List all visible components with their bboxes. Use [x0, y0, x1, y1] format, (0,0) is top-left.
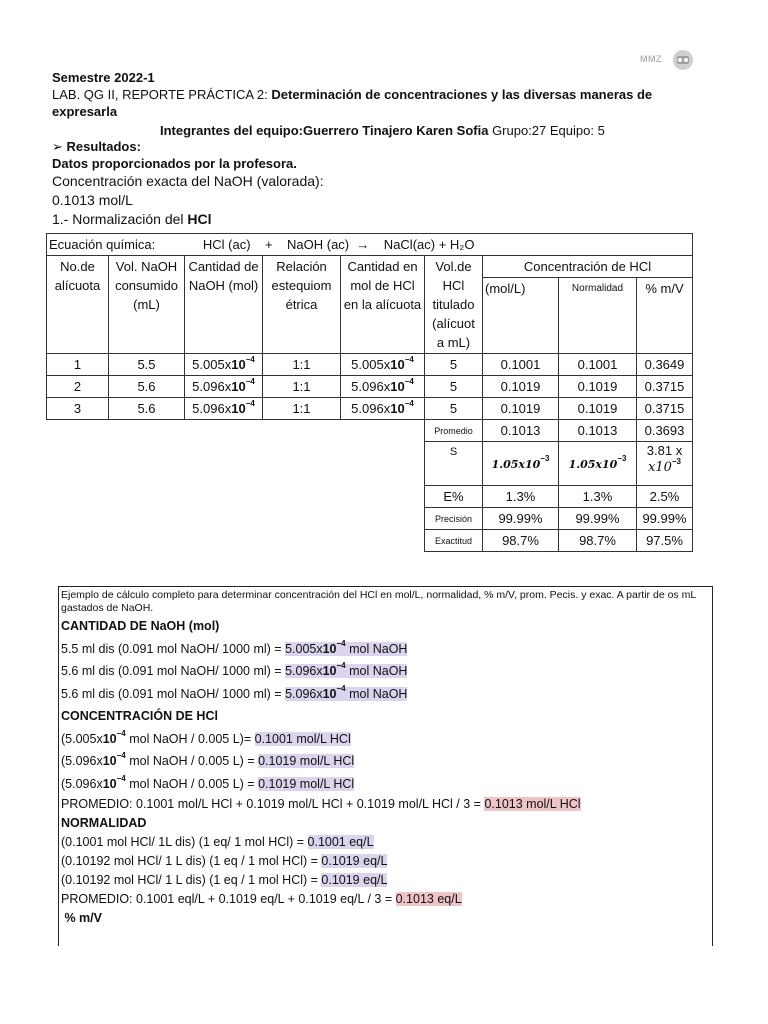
- semester: Semestre 2022-1: [52, 70, 155, 85]
- hcl-average: [61, 795, 712, 814]
- cell-vol-hcl: 5: [425, 354, 483, 376]
- col-aliquot: No.de alícuota: [47, 256, 109, 354]
- logo-icon: [670, 48, 696, 72]
- exp: −4: [336, 638, 346, 648]
- exp-ten: 10: [102, 776, 117, 791]
- exp: −3: [617, 453, 627, 463]
- hcl-line: [61, 728, 712, 751]
- cell-n: 3: [47, 398, 109, 420]
- results-heading: [52, 138, 141, 155]
- naoh-line: [61, 660, 712, 683]
- lab-prefix: LAB. QG II, REPORTE PRÁCTICA 2:: [52, 87, 272, 102]
- col-vol-naoh: Vol. NaOH consumido (mL): [109, 256, 185, 354]
- table-row: [47, 354, 693, 376]
- exac-pct: 97.5%: [637, 530, 693, 552]
- exp-ten: 10: [322, 664, 337, 678]
- prec-pct: 99.99%: [637, 508, 693, 530]
- pre-rest: mol NaOH / 0.005 L)=: [125, 731, 255, 746]
- pre-rest: mol NaOH / 0.005 L) =: [125, 754, 259, 768]
- cell-pct: 0.3649: [637, 354, 693, 376]
- avg-pre: PROMEDIO: 0.1001 eql/L + 0.1019 eq/L + 0.1019 eq/L / 3 =: [61, 892, 396, 906]
- title-line2: expresarla: [52, 104, 118, 119]
- exp: −4: [116, 728, 126, 738]
- naoh-label: Concentración exacta del NaOH (valorada):: [52, 173, 324, 189]
- cell-mol-hcl: [341, 376, 425, 398]
- exp: −4: [404, 355, 414, 364]
- s-pct-line1: 3.81 x: [646, 443, 683, 458]
- table-row: [47, 376, 693, 398]
- calc-pre: (0.1001 mol HCl/ 1L dis) (1 eq/ 1 mol HCl) =: [61, 835, 308, 849]
- table-row: [47, 398, 693, 420]
- stats-row-precision: [47, 508, 693, 530]
- section-title: [52, 211, 212, 228]
- calc-pre: (0.10192 mol HCl/ 1 L dis) (1 eq / 1 mol HCl) =: [61, 854, 322, 868]
- exac-molL: 98.7%: [483, 530, 559, 552]
- res-unit: mol NaOH: [345, 686, 408, 701]
- norm-title: NORMALIDAD: [61, 816, 147, 830]
- calc-pre: (0.10192 mol HCl/ 1 L dis) (1 eq / 1 mol HCl) =: [61, 873, 322, 887]
- exac-norm: 98.7%: [559, 530, 637, 552]
- header-row: [47, 256, 693, 278]
- cell-norm: 0.1001: [559, 354, 637, 376]
- exp-ten: 10: [102, 731, 117, 746]
- mol-base: 5.096x: [351, 401, 391, 416]
- s-label: S: [425, 442, 483, 486]
- naoh-line: [61, 683, 712, 706]
- avg-label: Promedio: [425, 420, 483, 442]
- section-bold: HCl: [187, 211, 212, 227]
- e-label: E%: [425, 486, 483, 508]
- avg-result: 0.1013 eq/L: [395, 892, 462, 906]
- norm-average: [61, 890, 712, 909]
- pre-rest: mol NaOH / 0.005 L) =: [125, 776, 259, 791]
- exp: −4: [245, 399, 255, 408]
- exp: −3: [540, 453, 550, 463]
- equation-row: [47, 234, 693, 256]
- exp-ten: 10: [231, 401, 246, 416]
- group-info: Grupo:27 Equipo: 5: [488, 123, 605, 138]
- avg-pct: 0.3693: [637, 420, 693, 442]
- arrow-bullet-icon: ➢: [52, 139, 63, 154]
- logo-text: MMZ: [640, 54, 662, 64]
- res-unit: mol NaOH: [345, 641, 408, 656]
- col-mol-naoh: Cantidad de NaOH (mol): [185, 256, 263, 354]
- col-normality: Normalidad: [559, 278, 637, 354]
- naoh-title: CANTIDAD DE NaOH (mol): [61, 619, 220, 633]
- calc-result: [285, 683, 408, 701]
- exp: −4: [336, 683, 346, 693]
- mol-base: 5.096x: [351, 379, 391, 394]
- exp: −4: [336, 661, 346, 670]
- exp: −4: [404, 377, 414, 386]
- naoh-value: 0.1013 mol/L: [52, 192, 133, 208]
- calc-pre: 5.6 ml dis (0.091 mol NaOH/ 1000 ml) =: [61, 686, 286, 701]
- stats-row-accuracy: [47, 530, 693, 552]
- calc-result: 0.1019 eq/L: [321, 854, 388, 868]
- cell-ratio: 1:1: [263, 354, 341, 376]
- exp-ten: 10: [231, 357, 246, 372]
- cell-mol-hcl: [341, 354, 425, 376]
- res-base: 5.096x: [285, 686, 323, 701]
- cell-pct: 0.3715: [637, 398, 693, 420]
- exp: −4: [404, 399, 414, 408]
- cell-vol: 5.6: [109, 398, 185, 420]
- calc-result: 0.1001 mol/L HCl: [254, 731, 351, 746]
- exp: −4: [116, 773, 126, 783]
- results-table: [46, 233, 693, 552]
- cell-molL: 0.1001: [483, 354, 559, 376]
- col-pct: % m/V: [637, 278, 693, 354]
- col-ratio: Relación estequiom étrica: [263, 256, 341, 354]
- res-unit: mol NaOH: [345, 664, 408, 678]
- mol-base: 5.096x: [192, 379, 232, 394]
- equation: HCl (ac) + NaOH (ac) → NaCl(ac) + H₂O: [202, 237, 475, 252]
- e-molL: 1.3%: [483, 486, 559, 508]
- s-molL: [483, 442, 559, 486]
- cell-mol-hcl: [341, 398, 425, 420]
- calc-result: [285, 638, 408, 656]
- pre-base: (5.096x: [61, 754, 103, 768]
- cell-vol-hcl: 5: [425, 376, 483, 398]
- col-mol-hcl: Cantidad en mol de HCl en la alícuota: [341, 256, 425, 354]
- cell-norm: 0.1019: [559, 376, 637, 398]
- calc-result: [285, 661, 408, 678]
- exp-ten: 10: [102, 754, 117, 768]
- prec-molL: 99.99%: [483, 508, 559, 530]
- calc-pre: 5.6 ml dis (0.091 mol NaOH/ 1000 ml) =: [61, 664, 286, 678]
- provided-data: Datos proporcionados por la profesora.: [52, 156, 297, 171]
- exp: −3: [671, 457, 681, 466]
- prec-label: Precisión: [425, 508, 483, 530]
- example-intro: Ejemplo de cálculo completo para determinar concentración del HCl en mol/L, normalidad, % m/V, prom. Pecis. y exac. A partir de os mL gastados de NaOH.: [61, 589, 696, 614]
- title-line1: Determinación de concentraciones y las diversas maneras de: [271, 87, 653, 102]
- results-label: Resultados:: [66, 139, 141, 154]
- exp-ten: 10: [322, 641, 337, 656]
- hcl-line: [61, 750, 712, 773]
- stats-row-error: [47, 486, 693, 508]
- s-norm: [559, 442, 637, 486]
- team-label: Integrantes del equipo:Guerrero Tinajero Karen Sofia: [160, 123, 489, 138]
- exp-ten: 10: [390, 379, 405, 394]
- e-pct: 2.5%: [637, 486, 693, 508]
- equation-cell: [47, 234, 693, 256]
- calc-result: 0.1019 mol/L HCl: [258, 776, 355, 791]
- s-pct-line2: x10: [648, 460, 672, 475]
- avg-result: 0.1013 mol/L HCl: [484, 797, 581, 811]
- cell-mol: [185, 398, 263, 420]
- pct-title: % m/V: [61, 911, 102, 925]
- cell-ratio: 1:1: [263, 398, 341, 420]
- calc-pre: 5.5 ml dis (0.091 mol NaOH/ 1000 ml) =: [61, 641, 286, 656]
- cell-vol: 5.6: [109, 376, 185, 398]
- cell-vol-hcl: 5: [425, 398, 483, 420]
- norm-line: [61, 852, 712, 871]
- example-box: [58, 586, 713, 946]
- res-base: 5.096x: [285, 664, 323, 678]
- norm-line: [61, 871, 712, 890]
- cell-mol: [185, 376, 263, 398]
- cell-n: 1: [47, 354, 109, 376]
- stats-row-average: [47, 420, 693, 442]
- cell-vol: 5.5: [109, 354, 185, 376]
- hcl-title: CONCENTRACIÓN DE HCl: [61, 709, 218, 723]
- exp: −4: [245, 355, 255, 364]
- exp-ten: 10: [390, 357, 405, 372]
- exp: −4: [116, 751, 126, 760]
- cell-n: 2: [47, 376, 109, 398]
- e-norm: 1.3%: [559, 486, 637, 508]
- cell-ratio: 1:1: [263, 376, 341, 398]
- s-pct: [637, 442, 693, 486]
- col-molL: (mol/L): [483, 278, 559, 354]
- norm-line: [61, 833, 712, 852]
- exp-ten: 10: [322, 686, 337, 701]
- s-base: 1.05x10: [568, 457, 618, 471]
- res-base: 5.005x: [285, 641, 323, 656]
- col-vol-hcl: Vol.de HCl titulado (alícuot a mL): [425, 256, 483, 354]
- mol-base: 5.096x: [192, 401, 232, 416]
- cell-molL: 0.1019: [483, 398, 559, 420]
- exac-label: Exactitud: [425, 530, 483, 552]
- exp-ten: 10: [231, 379, 246, 394]
- report-title: [52, 86, 692, 120]
- exp-ten: 10: [390, 401, 405, 416]
- stats-row-s: [47, 442, 693, 486]
- cell-pct: 0.3715: [637, 376, 693, 398]
- mol-base: 5.005x: [351, 357, 391, 372]
- cell-molL: 0.1019: [483, 376, 559, 398]
- team-line: [160, 122, 605, 139]
- normality-section: [61, 814, 712, 928]
- avg-norm: 0.1013: [559, 420, 637, 442]
- calc-result: 0.1001 eq/L: [307, 835, 374, 849]
- s-base: 1.05x10: [491, 457, 541, 471]
- hcl-line: [61, 773, 712, 796]
- pre-base: (5.096x: [61, 776, 103, 791]
- cell-norm: 0.1019: [559, 398, 637, 420]
- cell-mol: [185, 354, 263, 376]
- mol-base: 5.005x: [192, 357, 232, 372]
- calc-result: 0.1019 mol/L HCl: [258, 754, 355, 768]
- exp: −4: [245, 377, 255, 386]
- calc-result: 0.1019 eq/L: [321, 873, 388, 887]
- avg-molL: 0.1013: [483, 420, 559, 442]
- pre-base: (5.005x: [61, 731, 103, 746]
- section-prefix: 1.- Normalización del: [52, 211, 188, 227]
- equation-label: Ecuación química:: [49, 237, 156, 252]
- naoh-line: [61, 638, 712, 661]
- avg-pre: PROMEDIO: 0.1001 mol/L HCl + 0.1019 mol/L HCl + 0.1019 mol/L HCl / 3 =: [61, 797, 485, 811]
- prec-norm: 99.99%: [559, 508, 637, 530]
- col-conc-group: Concentración de HCl: [483, 256, 693, 278]
